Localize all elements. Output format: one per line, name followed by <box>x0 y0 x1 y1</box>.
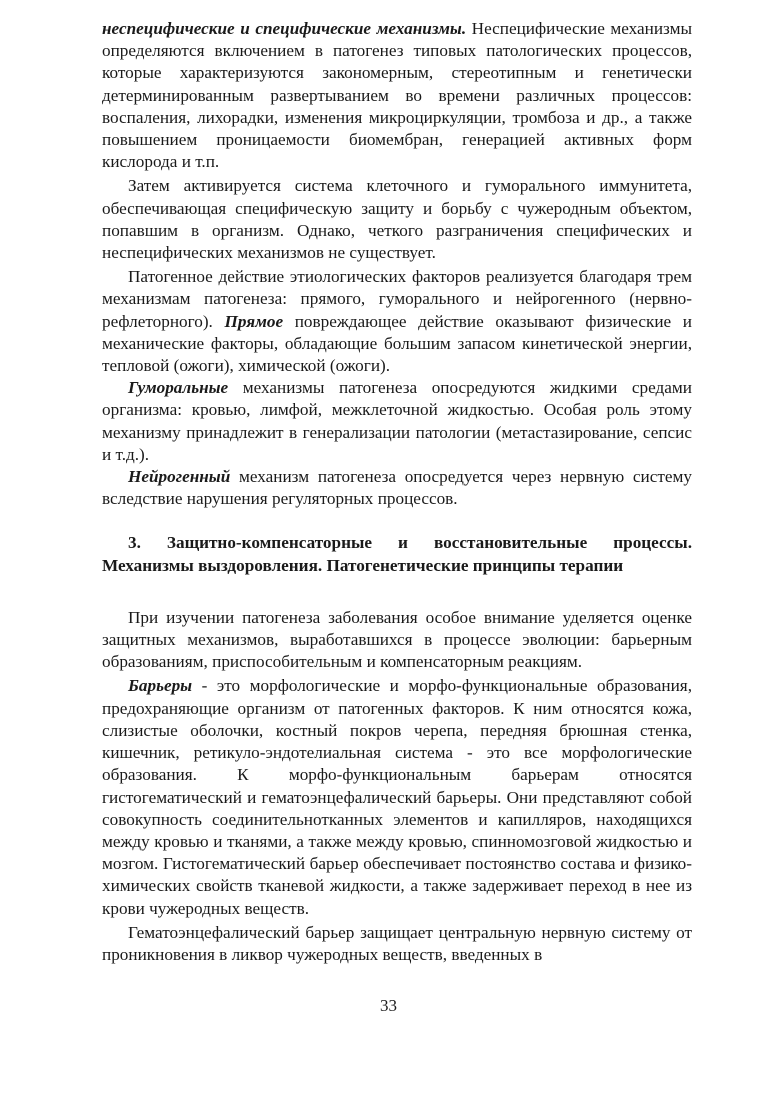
paragraph-mechanisms <box>102 18 692 173</box>
paragraph-text: повреждающее действие оказывают физические и механические факторы, обладающие большим запасом кинетической энергии, тепловой (ожоги), химической (ожоги). <box>102 311 692 376</box>
paragraph-bbb: Гематоэнцефалический барьер защищает центральную нервную систему от проникновения в ликвор чужеродных веществ, введенных в <box>102 922 692 964</box>
page-number: 33 <box>380 996 397 1015</box>
paragraph-text: Патогенное действие этиологических факторов реализуется благодаря трем механизмам патогенеза: прямого, гуморального и нейрогенного (нервно-рефлеторного). <box>102 267 692 331</box>
paragraph-text: - это морфологические и морфо-функциональные образования, предохраняющие организм от патогенных факторов. К ним относятся кожа, слизистые оболочки, костный покров черепа, передняя брюшная стенка, кишечник, ретикуло-эндотелиальная система - это все морфологические образования. К морфо-функциональным барьерам относятся гистогематический и гематоэнцефалический барьеры. Они представляют собой совокупность соединительнотканных элементов и капилляров, находящихся между кровью и тканями, а также между кровью, спинномозговой жидкостью и мозгом. Гистогематический барьер обеспечивает постоянство состава и физико-химических свойств тканевой жидкости, а также задерживает переход в нее из крови чужеродных веществ. <box>102 676 692 918</box>
term-direct: Прямое <box>224 311 284 331</box>
section-heading: 3. Защитно-компенсаторные и восстановительные процессы. Механизмы выздоровления. Патогенетические принципы терапии <box>102 533 692 575</box>
page-body <box>102 18 692 966</box>
paragraph-text: Неспецифические механизмы определяются включением в патогенез типовых патологических процессов, которые характеризуются закономерным, стереотипным и генетически детерминированным развертыванием во времени различных процессов: воспаления, лихорадки, изменения микроциркуляции, тромбоза и др., а также повышением проницаемости биомембран, генерацией активных форм кислорода и т.п. <box>102 19 692 172</box>
paragraph-text: механизм патогенеза опосредуется через нервную систему вследствие нарушения регуляторных процессов. <box>102 467 692 509</box>
paragraph-immunity: Затем активируется система клеточного и гуморального иммунитета, обеспечивающая специфическую защиту и борьбу с чужеродным объектом, попавшим в организм. Однако, четкого разграничения специфических и неспецифических механизмов не существует. <box>102 176 692 263</box>
paragraph-pathogenesis-mechanisms <box>102 266 692 377</box>
paragraph-text: механизмы патогенеза опосредуются жидкими средами организма: кровью, лимфой, межклеточной жидкостью. Особая роль этому механизму принадлежит в генерализации патологии (метастазирование, сепсис и т.д.). <box>102 378 692 464</box>
term-barriers: Барьеры <box>128 676 193 696</box>
paragraph-defense: При изучении патогенеза заболевания особое внимание уделяется оценке защитных механизмов, выработавшихся в процессе эволюции: барьерным образованиям, приспособительным и компенсаторным реакциям. <box>102 607 692 672</box>
paragraph-barriers <box>102 675 692 919</box>
term-humoral: Гуморальные <box>128 378 229 398</box>
paragraph-neurogenic <box>102 466 692 510</box>
term-neurogenic: Нейрогенный <box>128 467 231 487</box>
term-mechanisms: неспецифические и специфические механизмы. <box>102 19 467 38</box>
paragraph-humoral <box>102 377 692 466</box>
